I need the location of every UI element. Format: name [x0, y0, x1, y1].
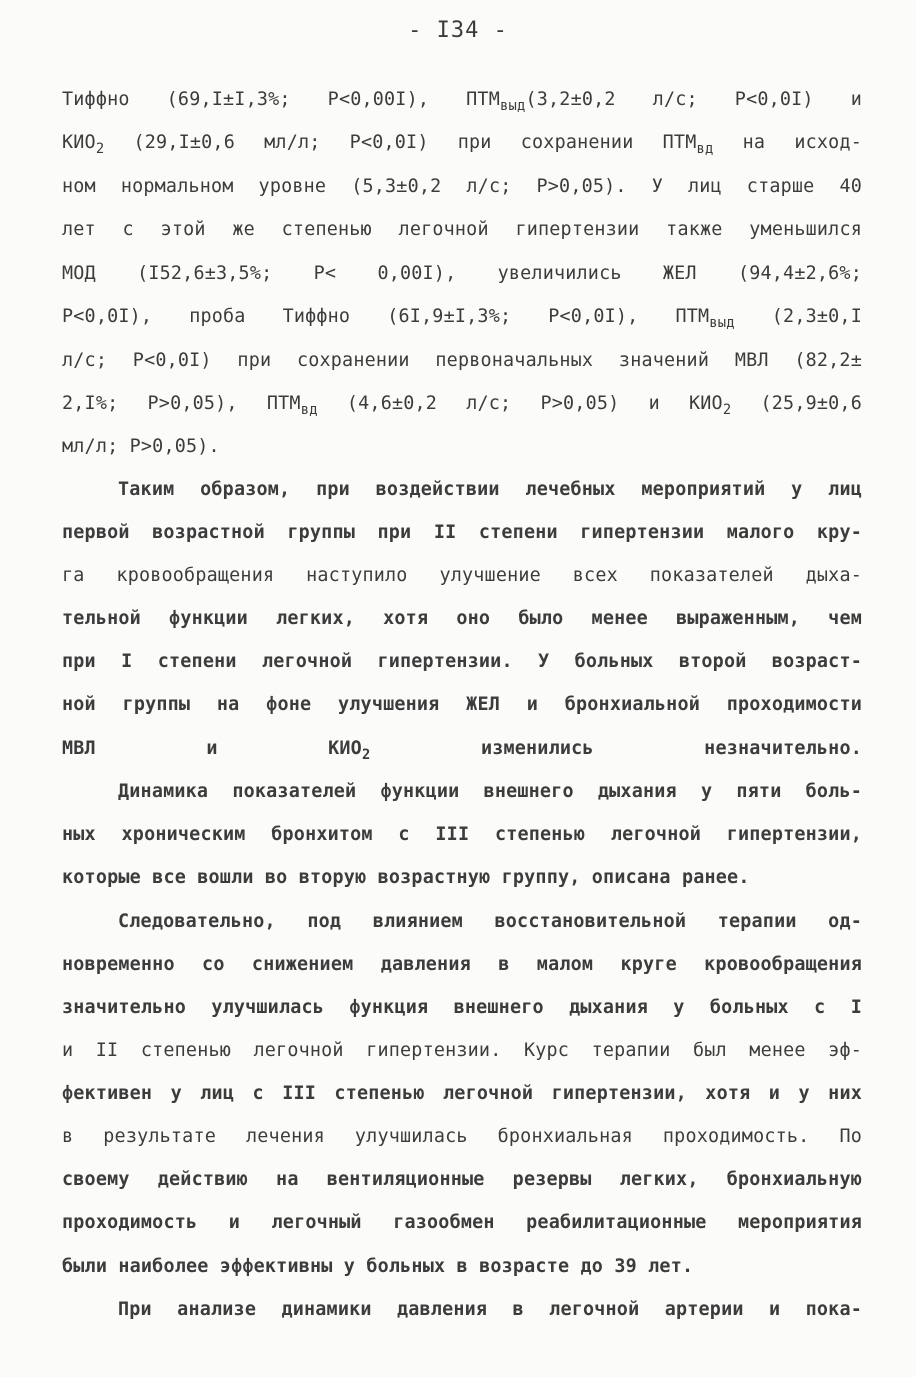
text-line	[118, 780, 862, 804]
text-segment: проходимость и легочный газообмен реабилитационные мероприятия	[62, 1212, 862, 1233]
text-segment: 0,6	[828, 393, 862, 414]
text-line	[62, 88, 862, 112]
text-segment: на исход-	[713, 132, 862, 153]
plus-minus-sign: ±	[204, 263, 216, 284]
text-segment: ной группы на фоне улучшения ЖЕЛ и бронхиальной проходимости	[62, 694, 862, 715]
text-segment: I,3%; P<0,0I), ПТМ	[454, 306, 710, 327]
text-line	[62, 218, 862, 242]
subscript: выд	[709, 314, 735, 331]
text-line	[118, 1298, 862, 1322]
text-segment: первой возрастной группы при II степени гипертензии малого кру-	[62, 522, 862, 543]
subscript: 2	[361, 746, 371, 763]
text-segment: своему действию на вентиляционные резервы легких, бронхиальную	[62, 1169, 862, 1190]
text-segment: Следовательно, под влиянием восстановительной терапии од-	[118, 911, 862, 932]
text-line	[62, 349, 862, 373]
text-line	[62, 262, 862, 286]
text-segment: изменились незначительно.	[370, 738, 862, 759]
text-segment: л/с; P<0,0I) при сохранении первоначальных значений МВЛ (82,2	[62, 350, 851, 371]
text-line	[62, 1125, 862, 1149]
plus-minus-sign: ±	[570, 89, 582, 110]
text-segment: МОД (I52,6	[62, 263, 205, 284]
text-segment: (25,9	[731, 393, 817, 414]
text-line	[118, 910, 862, 934]
text-line	[118, 478, 862, 502]
text-segment: (4,6	[317, 393, 392, 414]
text-segment: (29,I	[104, 132, 190, 153]
text-line	[62, 823, 862, 847]
plus-minus-sign: ±	[794, 263, 806, 284]
text-line	[62, 131, 862, 155]
plus-minus-sign: ±	[223, 89, 235, 110]
text-segment: 0,6 мл/л; P<0,0I) при сохранении ПТМ	[201, 132, 697, 153]
plus-minus-sign: ±	[391, 393, 404, 414]
text-segment: га кровообращения наступило улучшение всех показателей дыха-	[62, 565, 862, 586]
plus-minus-sign: ±	[816, 306, 829, 327]
text-segment: МВЛ и КИО	[62, 738, 362, 759]
text-line	[62, 435, 862, 459]
text-line	[62, 1082, 862, 1106]
text-segment: Таким образом, при воздействии лечебных мероприятий у лиц	[118, 479, 862, 500]
text-segment: лет с этой же степенью легочной гипертензии также уменьшился	[62, 219, 862, 240]
subscript: 2	[95, 140, 105, 157]
text-line	[62, 866, 862, 890]
plus-minus-sign: ±	[189, 132, 202, 153]
text-segment: 0,I	[828, 306, 862, 327]
text-line	[62, 305, 862, 329]
plus-minus-sign: ±	[816, 393, 829, 414]
text-line	[62, 650, 862, 674]
text-segment: при I степени легочной гипертензии. У больных второй возраст-	[62, 651, 862, 672]
subscript: 2	[722, 401, 732, 418]
text-segment: КИО	[62, 132, 96, 153]
text-line	[62, 693, 862, 717]
text-line	[62, 737, 862, 761]
text-segment: ном нормальном уровне (5,3	[62, 176, 397, 197]
text-line	[62, 1211, 862, 1235]
text-segment: фективен у лиц с III степенью легочной гипертензии, хотя и у них	[62, 1083, 862, 1104]
text-segment: 0,2 л/с; P>0,05). У лиц старше 40	[407, 176, 862, 197]
text-segment: (3,2	[525, 89, 571, 110]
text-line	[62, 953, 862, 977]
text-segment: которые все вошли во вторую возрастную группу, описана ранее.	[62, 867, 750, 888]
subscript: вд	[300, 401, 318, 418]
text-segment: P<0,0I), проба Тиффно (6I,9	[62, 306, 444, 327]
text-segment: значительно улучшилась функция внешнего дыхания у больных с I	[62, 997, 862, 1018]
text-segment: и II степенью легочной гипертензии. Курс терапии был менее эф-	[62, 1040, 862, 1061]
text-segment: 0,2 л/с; P<0,0I) и	[581, 89, 862, 110]
text-line	[62, 392, 862, 416]
text-segment: 3,5%; P< 0,00I), увеличились ЖЕЛ (94,4	[216, 263, 795, 284]
text-line	[62, 607, 862, 631]
page-number: - I34 -	[408, 18, 508, 43]
text-line	[62, 1168, 862, 1192]
text-segment: в результате лечения улучшилась бронхиальная проходимость. По	[62, 1126, 862, 1147]
text-segment: При анализе динамики давления в легочной артерии и пока-	[118, 1299, 862, 1320]
text-line	[62, 521, 862, 545]
text-segment: 2,6%;	[805, 263, 862, 284]
subscript: выд	[499, 97, 526, 114]
text-line	[62, 1039, 862, 1063]
text-segment: Тиффно (69,I	[62, 89, 224, 110]
text-line	[62, 175, 862, 199]
text-segment: были наиболее эффективны у больных в возрасте до 39 лет.	[62, 1256, 694, 1277]
text-segment: Динамика показателей функции внешнего дыхания у пяти боль-	[118, 781, 862, 802]
text-segment: тельной функции легких, хотя оно было менее выраженным, чем	[62, 608, 862, 629]
plus-minus-sign: ±	[850, 350, 862, 371]
text-segment: 2,I%; P>0,05), ПТМ	[62, 393, 301, 414]
text-segment: ных хроническим бронхитом с III степенью легочной гипертензии,	[62, 824, 862, 845]
plus-minus-sign: ±	[443, 306, 455, 327]
text-segment: 0,2 л/с; P>0,05) и КИО	[403, 393, 723, 414]
text-segment: новременно со снижением давления в малом круге кровообращения	[62, 954, 862, 975]
text-segment: мл/л; P>0,05).	[62, 436, 220, 457]
text-line	[62, 1255, 862, 1279]
plus-minus-sign: ±	[396, 176, 408, 197]
text-segment: (2,3	[734, 306, 817, 327]
text-line	[62, 996, 862, 1020]
text-line	[62, 564, 862, 588]
text-segment: I,3%; P<0,00I), ПТМ	[234, 89, 500, 110]
subscript: вд	[696, 140, 714, 157]
